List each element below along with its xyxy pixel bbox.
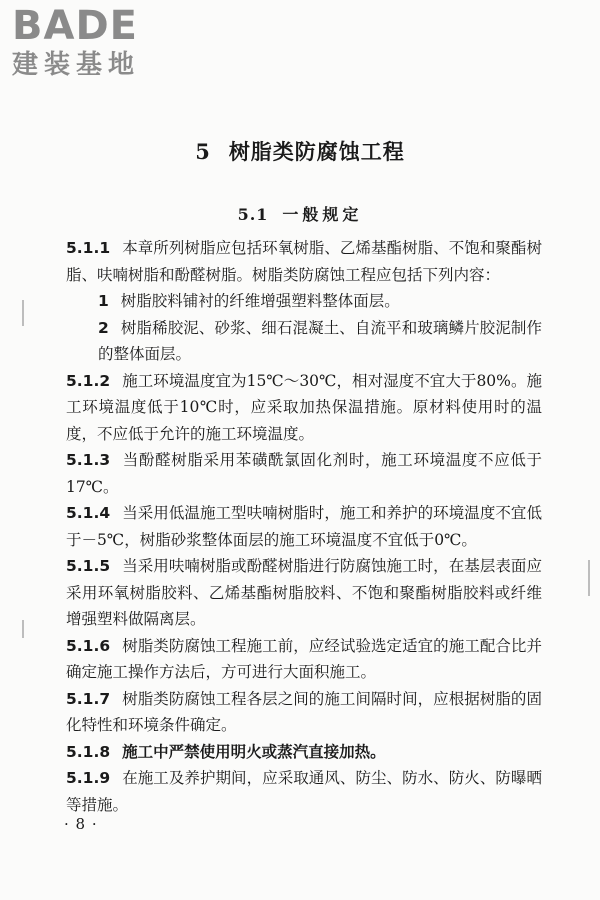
clause-text: 本章所列树脂应包括环氧树脂、乙烯基酯树脂、不饱和聚酯树脂、呋喃树脂和酚醛树脂。树脂类防腐蚀工程应包括下列内容： <box>66 239 542 284</box>
clause <box>66 553 542 633</box>
clause-mandatory <box>66 739 542 766</box>
clause <box>66 765 542 818</box>
clause-number: 5.1.4 <box>66 504 111 522</box>
clause <box>66 686 542 739</box>
clause-text: 树脂类防腐蚀工程各层之间的施工间隔时间，应根据树脂的固化特性和环境条件确定。 <box>66 689 542 734</box>
scan-mark <box>22 620 24 638</box>
clause-number: 5.1.9 <box>66 769 111 787</box>
clause-number: 5.1.8 <box>66 742 111 761</box>
item-number: 2 <box>98 318 109 337</box>
chapter-heading <box>0 136 600 166</box>
clause-number: 5.1.5 <box>66 557 111 575</box>
clause-text: 当采用呋喃树脂或酚醛树脂进行防腐蚀施工时，在基层表面应采用环氧树脂胶料、乙烯基酯树脂胶料、不饱和聚酯树脂胶料或纤维增强塑料做隔离层。 <box>66 557 542 628</box>
clause <box>66 633 542 686</box>
item-text: 树脂胶料铺衬的纤维增强塑料整体面层。 <box>120 292 400 310</box>
clause-number: 5.1.6 <box>66 636 111 655</box>
clause <box>66 447 542 500</box>
item-number: 1 <box>98 292 109 310</box>
clause-text: 施工中严禁使用明火或蒸汽直接加热。 <box>122 741 386 761</box>
clause-text: 树脂类防腐蚀工程施工前，应经试验选定适宜的施工配合比并确定施工操作方法后，方可进行大面积施工。 <box>66 636 542 681</box>
clause-number: 5.1.3 <box>66 451 111 469</box>
clause-text: 当酚醛树脂采用苯磺酰氯固化剂时，施工环境温度不应低于17℃。 <box>66 451 542 496</box>
clause-number: 5.1.1 <box>66 239 111 257</box>
scan-mark <box>22 300 24 326</box>
clause-number: 5.1.7 <box>66 689 111 708</box>
list-item <box>66 288 542 315</box>
item-text: 树脂稀胶泥、砂浆、细石混凝土、自流平和玻璃鳞片胶泥制作的整体面层。 <box>98 318 542 363</box>
clause-text: 施工环境温度宜为15℃～30℃，相对湿度不宜大于80%。施工环境温度低于10℃时，应采取加热保温措施。原材料使用时的温度，不应低于允许的施工环境温度。 <box>66 371 542 443</box>
clause <box>66 235 542 288</box>
clause-number: 5.1.2 <box>66 371 111 390</box>
section-title: 一般规定 <box>282 205 363 224</box>
list-item <box>66 315 542 368</box>
chapter-title: 树脂类防腐蚀工程 <box>228 139 405 164</box>
page-number: · 8 · <box>64 815 98 833</box>
clause-text: 当采用低温施工型呋喃树脂时，施工和养护的环境温度不宜低于－5℃，树脂砂浆整体面层的施工环境温度不宜低于0℃。 <box>66 504 542 549</box>
clause <box>66 368 542 448</box>
logo-subtitle: 建装基地 <box>12 50 141 80</box>
clause <box>66 500 542 553</box>
chapter-number: 5 <box>195 139 211 164</box>
document-body <box>66 235 542 818</box>
clause-text: 在施工及养护期间，应采取通风、防尘、防水、防火、防曝晒等措施。 <box>66 769 542 814</box>
watermark-logo <box>12 4 172 80</box>
scan-mark <box>588 560 590 596</box>
section-number: 5.1 <box>237 205 269 224</box>
logo-wordmark: BADE <box>12 3 138 49</box>
section-heading <box>0 202 600 225</box>
